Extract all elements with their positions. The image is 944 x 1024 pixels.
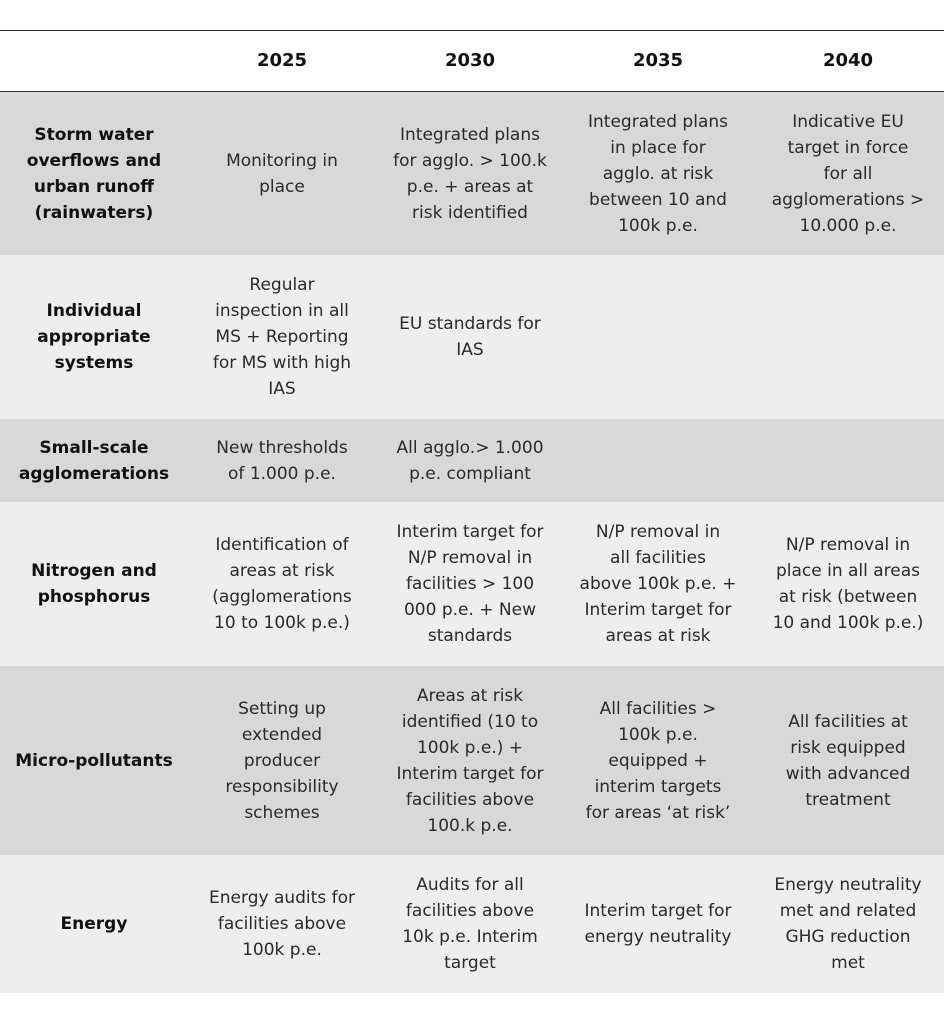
table-cell: N/P removal in all facilities above 100k p.e. + Interim target for areas at risk — [579, 522, 737, 646]
row-label: Nitrogen and phosphorus — [31, 561, 157, 607]
header-row — [0, 30, 944, 92]
table-cell: Identification of areas at risk (agglomerations 10 to 100k p.e.) — [212, 535, 352, 633]
table-cell: Setting up extended producer responsibility schemes — [225, 698, 339, 823]
header-cell-empty — [0, 31, 188, 91]
table-row-storm-water — [0, 92, 944, 255]
table-cell: All agglo.> 1.000 p.e. compliant — [396, 437, 544, 484]
table-cell: Energy neutrality met and related GHG reduction met — [774, 875, 922, 973]
table-row-nitrogen-phosphorus — [0, 502, 944, 666]
table-cell: Audits for all facilities above 10k p.e. Interim target — [402, 875, 538, 973]
header-cell-2025: 2025 — [256, 50, 308, 71]
table-cell: Regular inspection in all MS + Reporting for MS with high IAS — [212, 275, 352, 399]
table-cell — [564, 419, 752, 502]
table-cell: Indicative EU target in force for all agglomerations > 10.000 p.e. — [771, 111, 925, 236]
table-cell: New thresholds of 1.000 p.e. — [216, 437, 348, 484]
table-cell: Interim target for energy neutrality — [584, 901, 732, 947]
table-row-individual-systems — [0, 255, 944, 419]
row-label: Individual appropriate systems — [37, 301, 151, 373]
table-row-micro-pollutants — [0, 666, 944, 855]
row-label: Storm water overflows and urban runoff (rainwaters) — [26, 124, 162, 223]
table-cell: Monitoring in place — [226, 150, 338, 197]
timeline-table — [0, 30, 944, 993]
table-cell — [752, 255, 944, 419]
table-cell: N/P removal in place in all areas at risk (between 10 and 100k p.e.) — [772, 535, 924, 633]
row-label: Micro-pollutants — [15, 750, 173, 771]
row-label: Small-scale agglomerations — [18, 437, 170, 484]
row-label: Energy — [60, 914, 128, 934]
table-cell: All facilities at risk equipped with advanced treatment — [785, 711, 911, 810]
table-cell: Integrated plans in place for agglo. at risk between 10 and 100k p.e. — [588, 111, 728, 236]
table-cell: All facilities > 100k p.e. equipped + interim targets for areas ‘at risk’ — [585, 698, 731, 823]
table-cell — [752, 419, 944, 502]
table-cell: Integrated plans for agglo. > 100.k p.e. + areas at risk identified — [393, 124, 547, 223]
table-cell — [564, 255, 752, 419]
table-row-small-scale — [0, 419, 944, 502]
header-cell-2030: 2030 — [444, 50, 496, 71]
header-cell-2035: 2035 — [632, 50, 684, 71]
table-cell: EU standards for IAS — [399, 314, 541, 360]
table-cell: Areas at risk identified (10 to 100k p.e.) + Interim target for facilities above 100.k p.e. — [396, 685, 544, 836]
header-cell-2040: 2040 — [822, 50, 874, 71]
table-cell: Energy audits for facilities above 100k p.e. — [209, 888, 355, 960]
table-cell: Interim target for N/P removal in facilities > 100 000 p.e. + New standards — [396, 522, 544, 646]
table-row-energy — [0, 855, 944, 993]
